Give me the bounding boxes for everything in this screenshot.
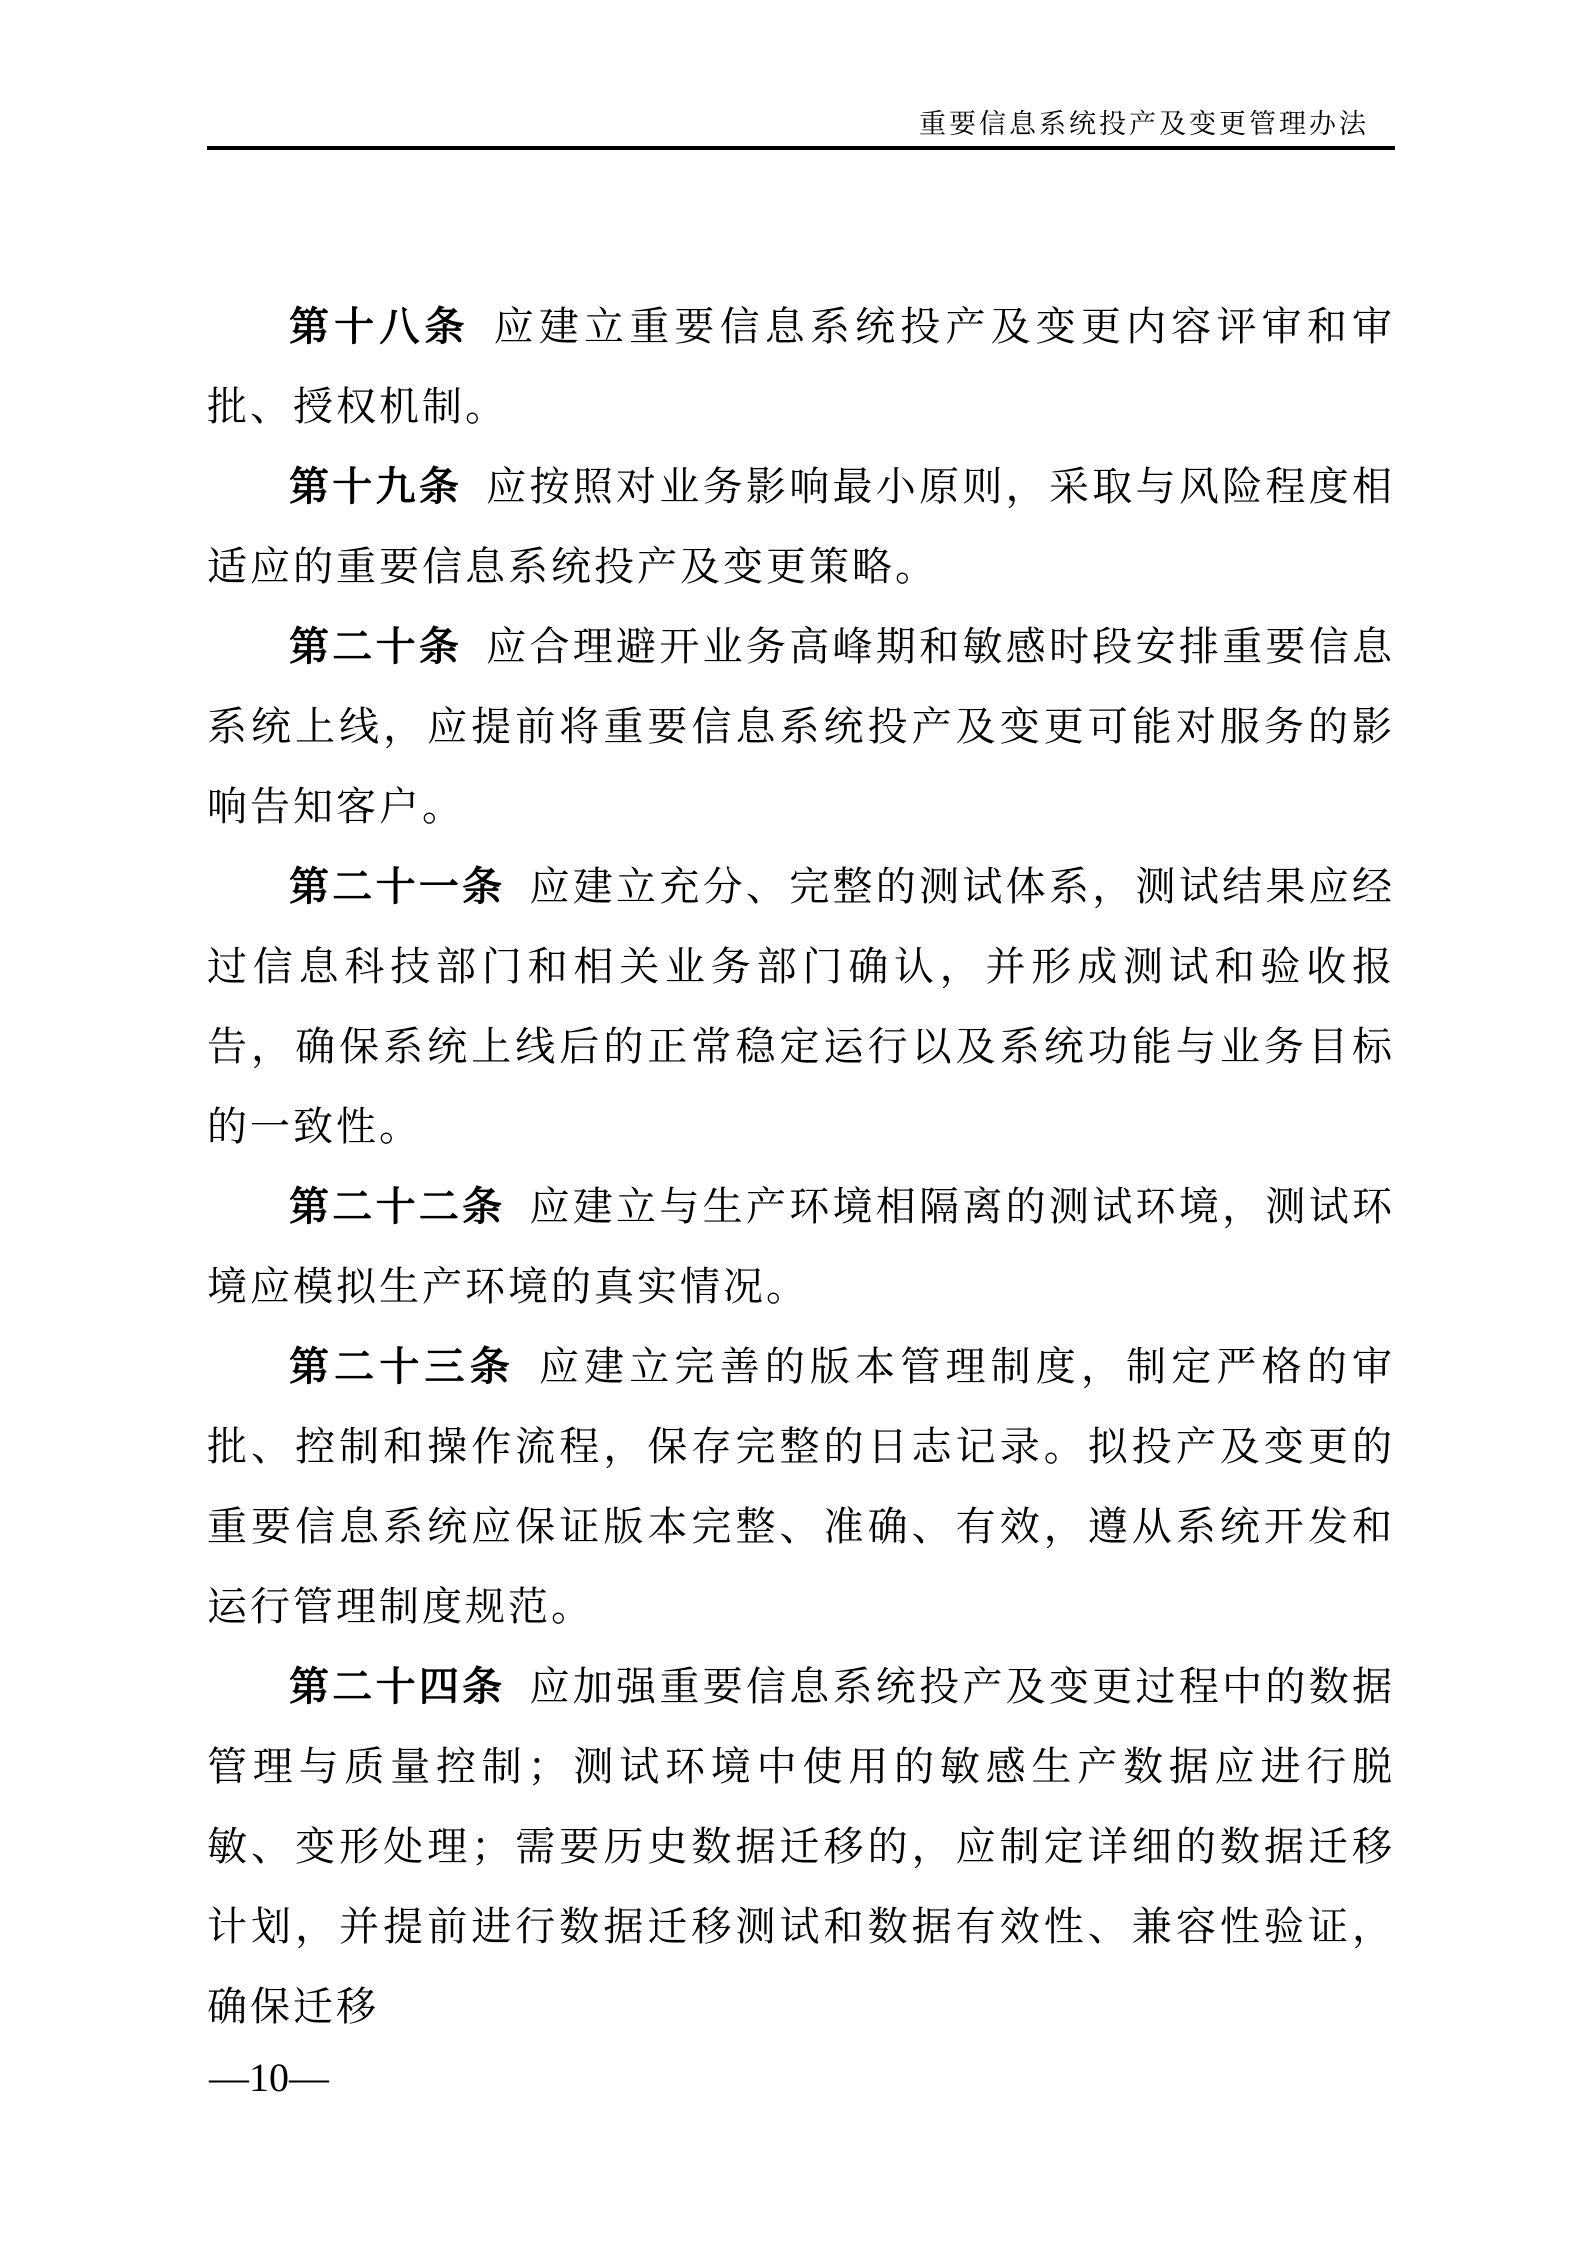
article-number: 第二十条 [289,624,463,669]
article-text: 应加强重要信息系统投产及变更过程中的数据管理与质量控制；测试环境中使用的敏感生产数据应进行脱敏、变形处理；需要历史数据迁移的，应制定详细的数据迁移计划，并提前进行数据迁移测试和数据有效性、兼容性验证，确保迁移 [207,1664,1396,2029]
article-text: 应合理避开业务高峰期和敏感时段安排重要信息系统上线，应提前将重要信息系统投产及变更可能对服务的影响告知客户。 [207,624,1396,829]
article-number: 第十八条 [289,304,470,349]
article-text: 应建立完善的版本管理制度，制定严格的审批、控制和操作流程，保存完整的日志记录。拟投产及变更的重要信息系统应保证版本完整、准确、有效，遵从系统开发和运行管理制度规范。 [207,1344,1396,1629]
article-paragraph-18 [207,287,1395,447]
article-text: 应建立与生产环境相隔离的测试环境，测试环境应模拟生产环境的真实情况。 [207,1184,1396,1309]
page-number: —10— [209,2055,329,2100]
article-paragraph-22 [207,1167,1395,1327]
article-paragraph-23 [207,1327,1395,1647]
article-text: 应建立重要信息系统投产及变更内容评审和审批、授权机制。 [207,304,1396,429]
article-text: 应建立充分、完整的测试体系，测试结果应经过信息科技部门和相关业务部门确认，并形成测试和验收报告，确保系统上线后的正常稳定运行以及系统功能与业务目标的一致性。 [207,864,1396,1149]
page-header [207,0,1395,150]
article-number: 第十九条 [289,464,463,509]
article-paragraph-20 [207,607,1395,847]
article-number: 第二十一条 [289,864,506,909]
article-paragraph-21 [207,847,1395,1167]
article-text: 应按照对业务影响最小原则，采取与风险程度相适应的重要信息系统投产及变更策略。 [207,464,1396,589]
article-paragraph-24 [207,1647,1395,2047]
article-number: 第二十四条 [289,1664,506,1709]
header-title: 重要信息系统投产及变更管理办法 [919,109,1369,139]
article-number: 第二十三条 [289,1344,515,1389]
article-paragraph-19 [207,447,1395,607]
article-number: 第二十二条 [289,1184,506,1229]
page-footer [209,2056,329,2100]
document-body [207,287,1395,2047]
